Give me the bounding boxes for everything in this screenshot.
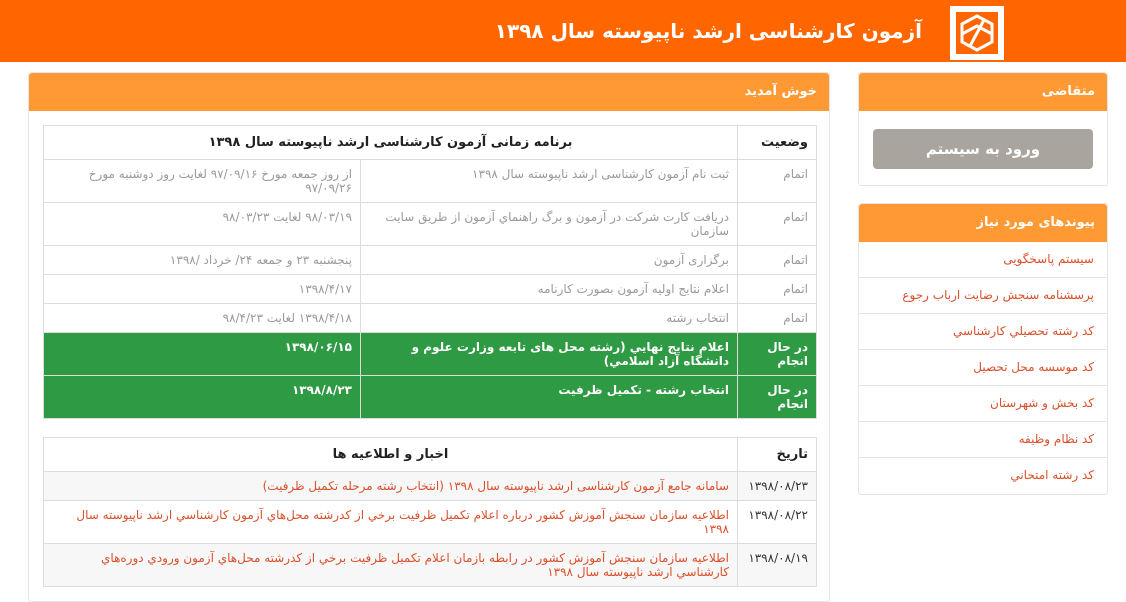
list-item [859,278,1107,314]
schedule-status-header: وضعیت [738,126,817,160]
list-item [859,458,1107,493]
row-status: در حال انجام [738,333,817,376]
row-event: برگزاری آزمون [361,246,738,275]
link-institution-codes[interactable]: کد موسسه محل تحصيل [973,360,1094,374]
table-row [44,275,817,304]
list-item [859,314,1107,350]
row-date: ۱۳۹۸/۰۶/۱۵ [44,333,361,376]
news-link[interactable]: اطلاعيه سازمان سنجش آموزش كشور در رابطه بازمان اعلام تكميل ظرفيت برخي از كدرشته محل‌هاي آزمون ورودي دوره‌هاي كارشناسي ارشد ناپيوسته سال ۱۳۹۸ [44,544,738,587]
table-row [44,203,817,246]
useful-links-title: پیوندهای مورد نیاز [859,204,1107,242]
row-event: اعلام نتايج اوليه آزمون بصورت کارنامه [361,275,738,304]
login-button[interactable]: ورود به سیستم [873,129,1093,169]
row-status: اتمام [738,160,817,203]
site-logo[interactable] [950,6,1004,60]
row-status: اتمام [738,203,817,246]
list-item [859,422,1107,458]
news-link[interactable]: سامانه جامع آزمون كارشناسی ارشد ناپیوسته سال ۱۳۹۸ (انتخاب رشته مرحله تکميل ظرفيت) [44,472,738,501]
logo-icon [952,8,1002,58]
table-row [44,160,817,203]
row-event: دريافت كارت شركت در آزمون و برگ راهنماي آزمون از طريق سايت سازمان [361,203,738,246]
table-row [44,544,817,587]
list-item [859,350,1107,386]
link-support-system[interactable]: سیستم پاسخگویی [1003,252,1094,266]
row-date: ۹۸/۰۳/۱۹ لغايت ۹۸/۰۳/۲۳ [44,203,361,246]
link-satisfaction-survey[interactable]: پرسشنامه سنجش رضایت ارباب رجوع [902,288,1094,302]
applicant-panel [858,72,1108,186]
applicant-panel-title: متقاضی [859,73,1107,111]
news-date-header: تاریخ [738,438,817,472]
row-date: از روز جمعه مورخ ۹۷/۰۹/۱۶ لغايت روز دوشنبه مورخ ۹۷/۰۹/۲۶ [44,160,361,203]
row-event: ثبت نام آزمون کارشناسی ارشد ناپیوسته سال ۱۳۹۸ [361,160,738,203]
row-status: اتمام [738,246,817,275]
row-event: انتخاب رشته - تكميل ظرفيت [361,376,738,419]
site-title: آزمون کارشناسی ارشد ناپیوسته سال ۱۳۹۸ [494,19,922,43]
table-row-in-progress [44,333,817,376]
table-row [44,246,817,275]
table-row [44,501,817,544]
welcome-panel [28,72,830,602]
row-date: ۱۳۹۸/۴/۱۷ [44,275,361,304]
table-row-in-progress [44,376,817,419]
schedule-table [43,125,817,419]
table-row [44,472,817,501]
table-header-row [44,126,817,160]
row-date: پنجشنبه ۲۳ و جمعه ۲۴/ خرداد /۱۳۹۸ [44,246,361,275]
news-title-header: اخبار و اطلاعیه ها [44,438,738,472]
row-event: انتخاب رشته [361,304,738,333]
table-row [44,304,817,333]
row-date: ۱۳۹۸/۴/۱۸ لغايت ۹۸/۴/۲۳ [44,304,361,333]
link-exam-field-codes[interactable]: کد رشته امتحاني [1010,468,1094,482]
list-item [859,242,1107,278]
useful-links-list [859,242,1107,493]
news-date: ۱۳۹۸/۰۸/۲۳ [738,472,817,501]
row-status: در حال انجام [738,376,817,419]
news-date: ۱۳۹۸/۰۸/۱۹ [738,544,817,587]
useful-links-panel [858,203,1108,495]
link-military-service-codes[interactable]: کد نظام وظيفه [1018,432,1094,446]
row-status: اتمام [738,275,817,304]
row-status: اتمام [738,304,817,333]
schedule-title-header: برنامه زمانی آزمون کارشناسی ارشد ناپیوسته سال ۱۳۹۸ [44,126,738,160]
news-table [43,437,817,587]
list-item [859,386,1107,422]
row-date: ۱۳۹۸/۸/۲۳ [44,376,361,419]
link-bachelor-field-codes[interactable]: کد رشته تحصيلي کارشناسي [953,324,1094,338]
link-district-codes[interactable]: کد بخش و شهرستان [990,396,1094,410]
row-event: اعلام نتايج نهايي (رشته محل های تابعه وزارت علوم و دانشگاه آزاد اسلامي) [361,333,738,376]
top-header [0,0,1126,62]
news-link[interactable]: اطلاعيه سازمان سنجش آموزش كشور درباره اعلام تكميل ظرفيت برخي از كدرشته محل‌هاي آزمون كارشناسي ارشد ناپيوسته سال ۱۳۹۸ [44,501,738,544]
table-header-row [44,438,817,472]
welcome-title: خوش آمدید [29,73,829,111]
news-date: ۱۳۹۸/۰۸/۲۲ [738,501,817,544]
